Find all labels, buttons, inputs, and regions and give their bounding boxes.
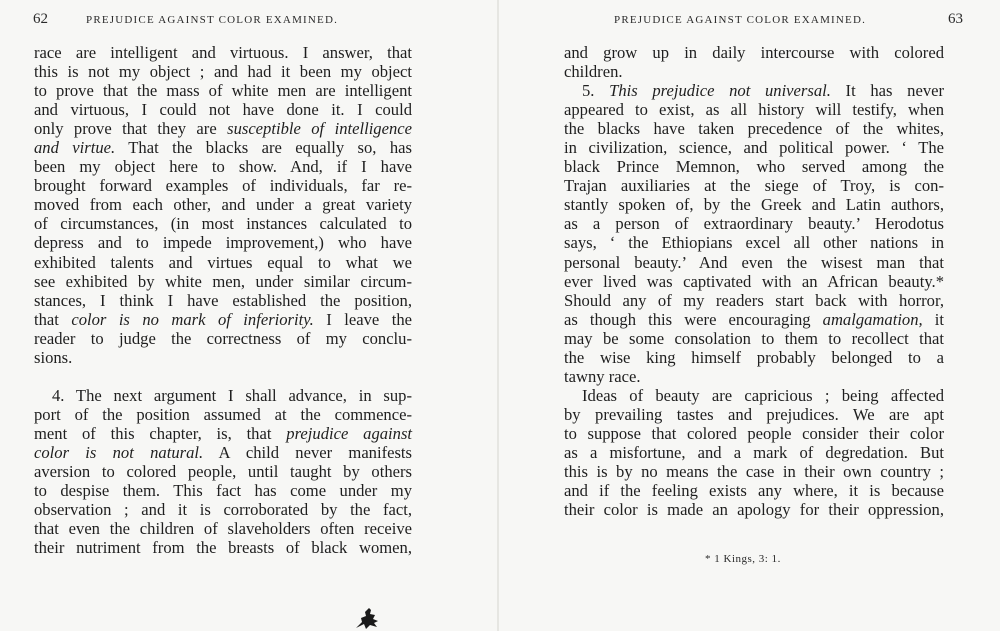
text-line (564, 176, 944, 195)
text-line (34, 386, 412, 405)
text-run: reader to judge the correctness of my conclu- (34, 328, 412, 348)
text-run: Should any of my readers start back with horror, (564, 290, 944, 310)
text-line (564, 367, 944, 386)
text-line (34, 329, 412, 348)
right-page-text (564, 43, 944, 519)
text-run: children. (564, 62, 623, 82)
text-run: I leave the (313, 309, 413, 329)
text-line (34, 538, 412, 557)
text-run: been my object here to show. And, if I have (34, 157, 412, 177)
text-run: this is not my object ; and had it been my object (34, 62, 412, 82)
text-line (564, 81, 944, 100)
text-run: black Prince Memnon, who served among the (564, 157, 944, 177)
text-line (34, 233, 412, 252)
text-run: to suppose that colored people consider their color (564, 423, 944, 443)
text-run: and if the feeling exists any where, it is because (564, 481, 944, 501)
text-line (564, 481, 944, 500)
paragraph-gap (34, 367, 412, 386)
text-run: It has never (830, 81, 945, 101)
text-line (34, 253, 412, 272)
text-line (564, 405, 944, 424)
text-run: tawny race. (564, 366, 641, 386)
text-line (34, 519, 412, 538)
text-run: and grow up in daily intercourse with colored (564, 43, 944, 62)
right-running-head: PREJUDICE AGAINST COLOR EXAMINED. (614, 14, 867, 26)
text-line (564, 253, 944, 272)
text-run: 4. The next argument I shall advance, in sup- (52, 385, 412, 405)
text-run: exhibited talents and virtues equal to what we (34, 252, 412, 272)
text-run: That the blacks are equally so, has (115, 138, 412, 158)
italic-text: prejudice against (286, 423, 413, 443)
text-line (34, 138, 412, 157)
text-line (34, 500, 412, 519)
text-run: Ideas of beauty are capricious ; being affected (582, 385, 944, 405)
text-line (564, 195, 944, 214)
text-run: the wise king himself probably belonged to a (564, 347, 944, 367)
text-run: moved from each other, and under a great variety (34, 195, 412, 215)
text-line (34, 443, 412, 462)
text-run: and virtuous, I could not have done it. I could (34, 100, 412, 120)
text-run: only prove that they are (34, 119, 228, 139)
text-line (564, 43, 944, 62)
text-line (34, 481, 412, 500)
text-line (564, 233, 944, 252)
left-page-number: 62 (33, 11, 48, 27)
right-page (500, 0, 1000, 631)
text-run: 5. (582, 81, 610, 101)
text-line (34, 157, 412, 176)
text-run: personal beauty.’ And even the wisest man that (564, 252, 944, 272)
text-run: observation ; and it is corroborated by the fact, (34, 500, 412, 520)
text-run: sions. (34, 347, 73, 367)
text-line (564, 138, 944, 157)
text-line (564, 462, 944, 481)
text-run: in civilization, science, and political power. ‘ The (564, 138, 944, 158)
text-run: ever lived was captivated with an African beauty.* (564, 271, 944, 291)
text-run: appeared to exist, as all history will testify, when (564, 100, 944, 120)
text-run: Trajan auxiliaries at the siege of Troy, is con- (564, 176, 944, 196)
text-line (34, 405, 412, 424)
text-line (564, 214, 944, 233)
text-line (564, 386, 944, 405)
text-line (34, 424, 412, 443)
text-line (34, 119, 412, 138)
text-line (34, 462, 412, 481)
text-run: their color is made an apology for their oppression, (564, 500, 944, 520)
text-run: depress and to impede improvement,) who have (34, 233, 412, 253)
text-run: of circumstances, (in most instances calculated to (34, 214, 412, 234)
text-run: as though this were encouraging (564, 309, 823, 329)
footnote: * 1 Kings, 3: 1. (705, 553, 781, 565)
text-line (34, 43, 412, 62)
text-line (34, 272, 412, 291)
text-line (564, 310, 944, 329)
text-line (564, 62, 944, 81)
left-page (0, 0, 497, 631)
text-run: that even the children of slaveholders often receive (34, 519, 412, 539)
text-line (564, 157, 944, 176)
text-line (34, 214, 412, 233)
text-line (564, 100, 944, 119)
text-run: stances, I think I have established the position, (34, 290, 412, 310)
text-line (34, 81, 412, 100)
text-run: aversion to colored people, until taught by others (34, 461, 412, 481)
right-page-number: 63 (948, 11, 963, 27)
text-run: it (922, 309, 944, 329)
text-run: their nutriment from the breasts of black women, (34, 538, 412, 558)
text-run: by prevailing tastes and prejudices. We are apt (564, 404, 944, 424)
text-run: that (34, 309, 72, 329)
italic-text: This prejudice not universal. (609, 81, 831, 101)
ink-blot-mark (352, 604, 386, 630)
text-line (34, 291, 412, 310)
left-running-head: PREJUDICE AGAINST COLOR EXAMINED. (86, 14, 339, 26)
text-line (564, 291, 944, 310)
text-run: this is by no means the case in their own country ; (564, 462, 944, 482)
text-line (564, 500, 944, 519)
text-run: race are intelligent and virtuous. I answer, that (34, 43, 412, 62)
italic-text: color is not natural. (34, 442, 204, 462)
page-gutter (497, 0, 499, 631)
text-line (564, 119, 944, 138)
text-line (564, 424, 944, 443)
text-line (34, 176, 412, 195)
text-run: A child never manifests (203, 442, 413, 462)
text-line (34, 195, 412, 214)
italic-text: susceptible of intelligence (227, 119, 412, 139)
text-run: stantly spoken of, by the Greek and Latin authors, (564, 195, 944, 215)
italic-text: amalgamation, (822, 309, 923, 329)
text-run: as a person of extraordinary beauty.’ Herodotus (564, 214, 944, 234)
text-run: the blacks have taken precedence of the whites, (564, 119, 944, 139)
text-run: to prove that the mass of white men are intelligent (34, 81, 412, 101)
italic-text: color is no mark of inferiority. (71, 309, 314, 329)
text-run: port of the position assumed at the commence- (34, 404, 412, 424)
text-line (564, 348, 944, 367)
text-run: may be some consolation to them to recollect that (564, 328, 944, 348)
text-line (34, 348, 412, 367)
text-run: as a misfortune, and a mark of degredation. But (564, 442, 944, 462)
text-line (564, 329, 944, 348)
text-line (34, 310, 412, 329)
text-run: ment of this chapter, is, that (34, 423, 287, 443)
text-line (564, 443, 944, 462)
left-page-text (34, 43, 412, 557)
text-line (564, 272, 944, 291)
text-run: see exhibited by white men, under similar circum- (34, 271, 412, 291)
italic-text: and virtue. (34, 138, 116, 158)
text-line (34, 62, 412, 81)
text-run: says, ‘ the Ethiopians excel all other nations in (564, 233, 944, 253)
text-run: to despise them. This fact has come under my (34, 481, 412, 501)
text-line (34, 100, 412, 119)
text-run: brought forward examples of individuals, far re- (34, 176, 412, 196)
